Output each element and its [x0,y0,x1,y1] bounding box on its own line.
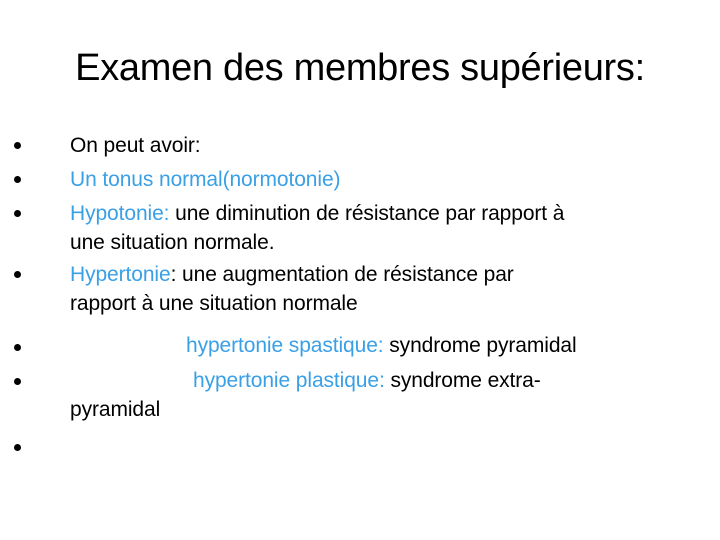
term-plastique: hypertonie plastique: [193,369,385,392]
bullet-on-peut-avoir: On peut avoir: [70,134,201,157]
plastique-definition: syndrome extra- [384,369,541,392]
bullet-hypertonie [70,261,514,289]
bullet-dot [14,142,21,149]
term-hypotonie: Hypotonie: [70,202,170,225]
term-hypertonie: Hypertonie [70,263,171,286]
hypotonie-definition: une diminution de résistance par rapport à [169,202,565,225]
bullet-dot [14,378,21,385]
bullet-dot [14,444,21,451]
hypertonie-definition: : une augmentation de résistance par [170,263,514,286]
plastique-definition-cont: pyramidal [70,398,161,421]
bullet-plastique [193,367,541,395]
term-spastique: hypertonie spastique: [186,334,384,357]
bullet-hypotonie [70,200,564,228]
hypertonie-definition-cont: rapport à une situation normale [70,292,358,315]
spastique-definition: syndrome pyramidal [383,334,577,357]
bullet-spastique [186,332,577,360]
bullet-dot [14,344,21,351]
hypotonie-definition-cont: une situation normale. [70,231,275,254]
bullet-dot [14,210,21,217]
slide-title: Examen des membres supérieurs: [75,47,645,89]
bullet-dot [14,271,21,278]
bullet-dot [14,176,21,183]
bullet-tonus-normal: Un tonus normal(normotonie) [70,168,341,191]
